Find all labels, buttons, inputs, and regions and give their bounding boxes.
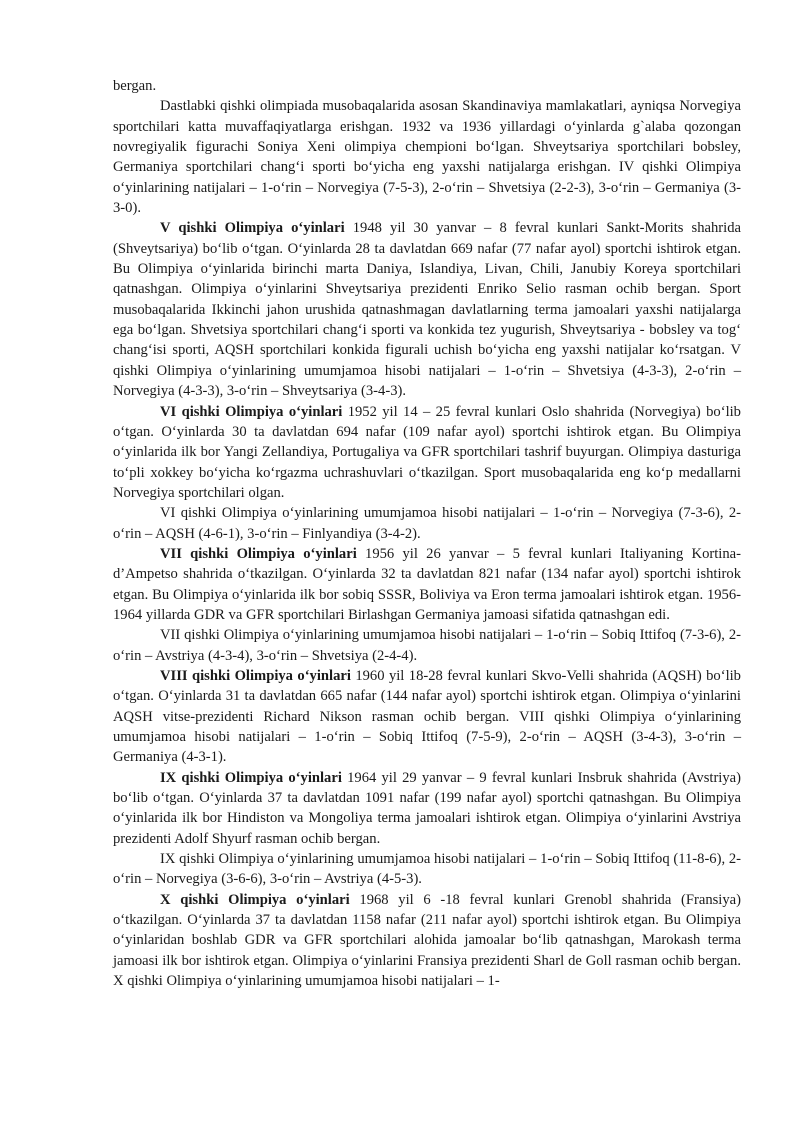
paragraph-9-text: IX qishki Olimpiya o‘yinlarining umumjamoa hisobi natijalari – 1-o‘rin – Sobiq Ittifoq (11-8-6), 2-o‘rin – Norvegiya (3-6-6), 3-o‘rin – Avstriya (4-5-3). [113, 851, 741, 888]
paragraph-3-text: 1952 yil 14 – 25 fevral kunlari Oslo shahrida (Norvegiya) bo‘lib o‘tgan. O‘yinlarda 30 ta davlatdan 694 nafar (109 nafar ayol) sportchi ishtirok etgan. Bu Olimpiya o‘yinlarida ilk bor Yangi Zellandiya, Portugaliya va GFR sportchilari tashrif buyurgan. Olimpiya dasturiga to‘pli xokkey bo‘yicha ko‘rgazma uchrashuvlari o‘tkazilgan. Sport musobaqalarida eng ko‘p medallarni Norvegiya sportchilari olgan. [113, 403, 741, 501]
paragraph-9 [113, 849, 741, 890]
paragraph-5-heading: VII qishki Olimpiya o‘yinlari [160, 545, 357, 562]
paragraph-4 [113, 503, 741, 544]
paragraph-0 [113, 76, 741, 96]
paragraph-4-text: VI qishki Olimpiya o‘yinlarining umumjamoa hisobi natijalari – 1-o‘rin – Norvegiya (7-3-6), 2-o‘rin – AQSH (4-6-1), 3-o‘rin – Finlyandiya (3-4-2). [113, 505, 741, 542]
paragraph-7-heading: VIII qishki Olimpiya o‘yinlari [160, 667, 351, 684]
paragraph-5 [113, 544, 741, 625]
paragraph-6-text: VII qishki Olimpiya o‘yinlarining umumjamoa hisobi natijalari – 1-o‘rin – Sobiq Ittifoq (7-3-6), 2-o‘rin – Avstriya (4-3-4), 3-o‘rin – Shvetsiya (2-4-4). [113, 627, 741, 664]
paragraph-0-text: bergan. [113, 78, 157, 94]
paragraph-8-text: 1964 yil 29 yanvar – 9 fevral kunlari Insbruk shahrida (Avstriya) bo‘lib o‘tgan. O‘yinlarda 37 ta davlatdan 1091 nafar (199 nafar ayol) sportchi qatnashgan. Bu Olimpiya o‘yinlarida ilk bor Hindiston va Mongoliya terma jamoalari ishtirok etgan. Olimpiya o‘yinlarini Avstriya prezidenti Adolf Shyurf rasman ochib bergan. [113, 769, 741, 847]
document-page [113, 76, 741, 991]
paragraph-7-text: 1960 yil 18-28 fevral kunlari Skvo-Velli shahrida (AQSH) bo‘lib o‘tgan. O‘yinlarda 31 ta davlatdan 665 nafar (144 nafar ayol) sportchi ishtirok etgan. Olimpiya o‘yinlarini AQSH vitse-prezidenti Richard Nikson rasman ochib bergan. VIII qishki Olimpiya o‘yinlarining umumjamoa hisobi natijalari – 1-o‘rin – Sobiq Ittifoq (7-5-9), 2-o‘rin – AQSH (3-4-3), 3-o‘rin – Germaniya (4-3-1). [113, 667, 741, 766]
paragraph-2 [113, 218, 741, 401]
paragraph-8-heading: IX qishki Olimpiya o‘yinlari [160, 769, 342, 786]
paragraph-8 [113, 768, 741, 849]
paragraph-3 [113, 402, 741, 504]
paragraph-2-heading: V qishki Olimpiya o‘yinlari [160, 220, 345, 237]
paragraph-10-heading: X qishki Olimpiya o‘yinlari [160, 891, 350, 908]
paragraph-10-text: 1968 yil 6 -18 fevral kunlari Grenobl shahrida (Fransiya) o‘tkazilgan. O‘yinlarda 37 ta davlatdan 1158 nafar (211 nafar ayol) sportchi ishtirok etgan. Bu Olimpiya o‘yinlaridan boshlab GDR va GFR sportchilari alohida jamoalar bo‘lib qatnashgan, Marokash terma jamoasi ilk bor ishtirok etgan. Olimpiya o‘yinlarini Fransiya prezidenti Sharl de Goll rasman ochib bergan. X qishki Olimpiya o‘yinlarining umumjamoa hisobi natijalari – 1- [113, 891, 741, 990]
paragraph-5-text: 1956 yil 26 yanvar – 5 fevral kunlari Italiyaning Kortina-d’Ampetso shahrida o‘tkazilgan. O‘yinlarda 32 ta davlatdan 821 nafar (134 nafar ayol) sportchi ishtirok etgan. Bu Olimpiya o‘yinlarida ilk bor sobiq SSSR, Boliviya va Eron terma jamoalari ishtirok etgan. 1956-1964 yillarda GDR va GFR sportchilari Birlashgan Germaniya jamoasi sifatida qatnashgan edi. [113, 545, 741, 623]
paragraph-6 [113, 625, 741, 666]
paragraph-10 [113, 890, 741, 992]
paragraph-1-text: Dastlabki qishki olimpiada musobaqalarida asosan Skandinaviya mamlakatlari, ayniqsa Norvegiya sportchilari katta muvaffaqiyatlarga erishgan. 1932 va 1936 yillardagi o‘yinlarda g`alaba qozongan novregiyalik figurachi Soniya Xeni olimpiya chempioni bo‘lgan. Shveytsariya sportchilari bobsley, Germaniya sportchilari chang‘i sporti bo‘yicha eng yaxshi natijalarga erishgan. IV qishki Olimpiya o‘yinlarining natijalari – 1-o‘rin – Norvegiya (7-5-3), 2-o‘rin – Shvetsiya (2-2-3), 3-o‘rin – Germaniya (3-3-0). [113, 98, 741, 217]
paragraph-2-text: 1948 yil 30 yanvar – 8 fevral kunlari Sankt-Morits shahrida (Shveytsariya) bo‘lib o‘tgan. O‘yinlarda 28 ta davlatdan 669 nafar (77 nafar ayol) sportchi ishtirok etgan. Bu Olimpiya o‘yinlarida birinchi marta Daniya, Islandiya, Livan, Chili, Janubiy Koreya sportchilari qatnashgan. Olimpiya o‘yinlarini Shveytsariya prezidenti Enriko Selio rasman ochib bergan. Sport musobaqalarida Ikkinchi jahon urushida qatnashmagan davlatlarning terma jamoalari yaxshi natijalarga ega bo‘lgan. Shvetsiya sportchilari chang‘i sporti va konkida tez yugurish, Shveytsariya - bobsley va tog‘ chang‘isi sporti, AQSH sportchilari konkida figurali uchish bo‘yicha eng yaxshi natijalar ko‘rsatgan. V qishki Olimpiya o‘yinlarining umumjamoa hisobi natijalari – 1-o‘rin – Shvetsiya (4-3-3), 2-o‘rin – Norvegiya (4-3-3), 3-o‘rin – Shveytsariya (3-4-3). [113, 220, 742, 400]
paragraph-7 [113, 666, 741, 768]
paragraph-3-heading: VI qishki Olimpiya o‘yinlari [160, 403, 343, 420]
paragraph-1 [113, 96, 741, 218]
